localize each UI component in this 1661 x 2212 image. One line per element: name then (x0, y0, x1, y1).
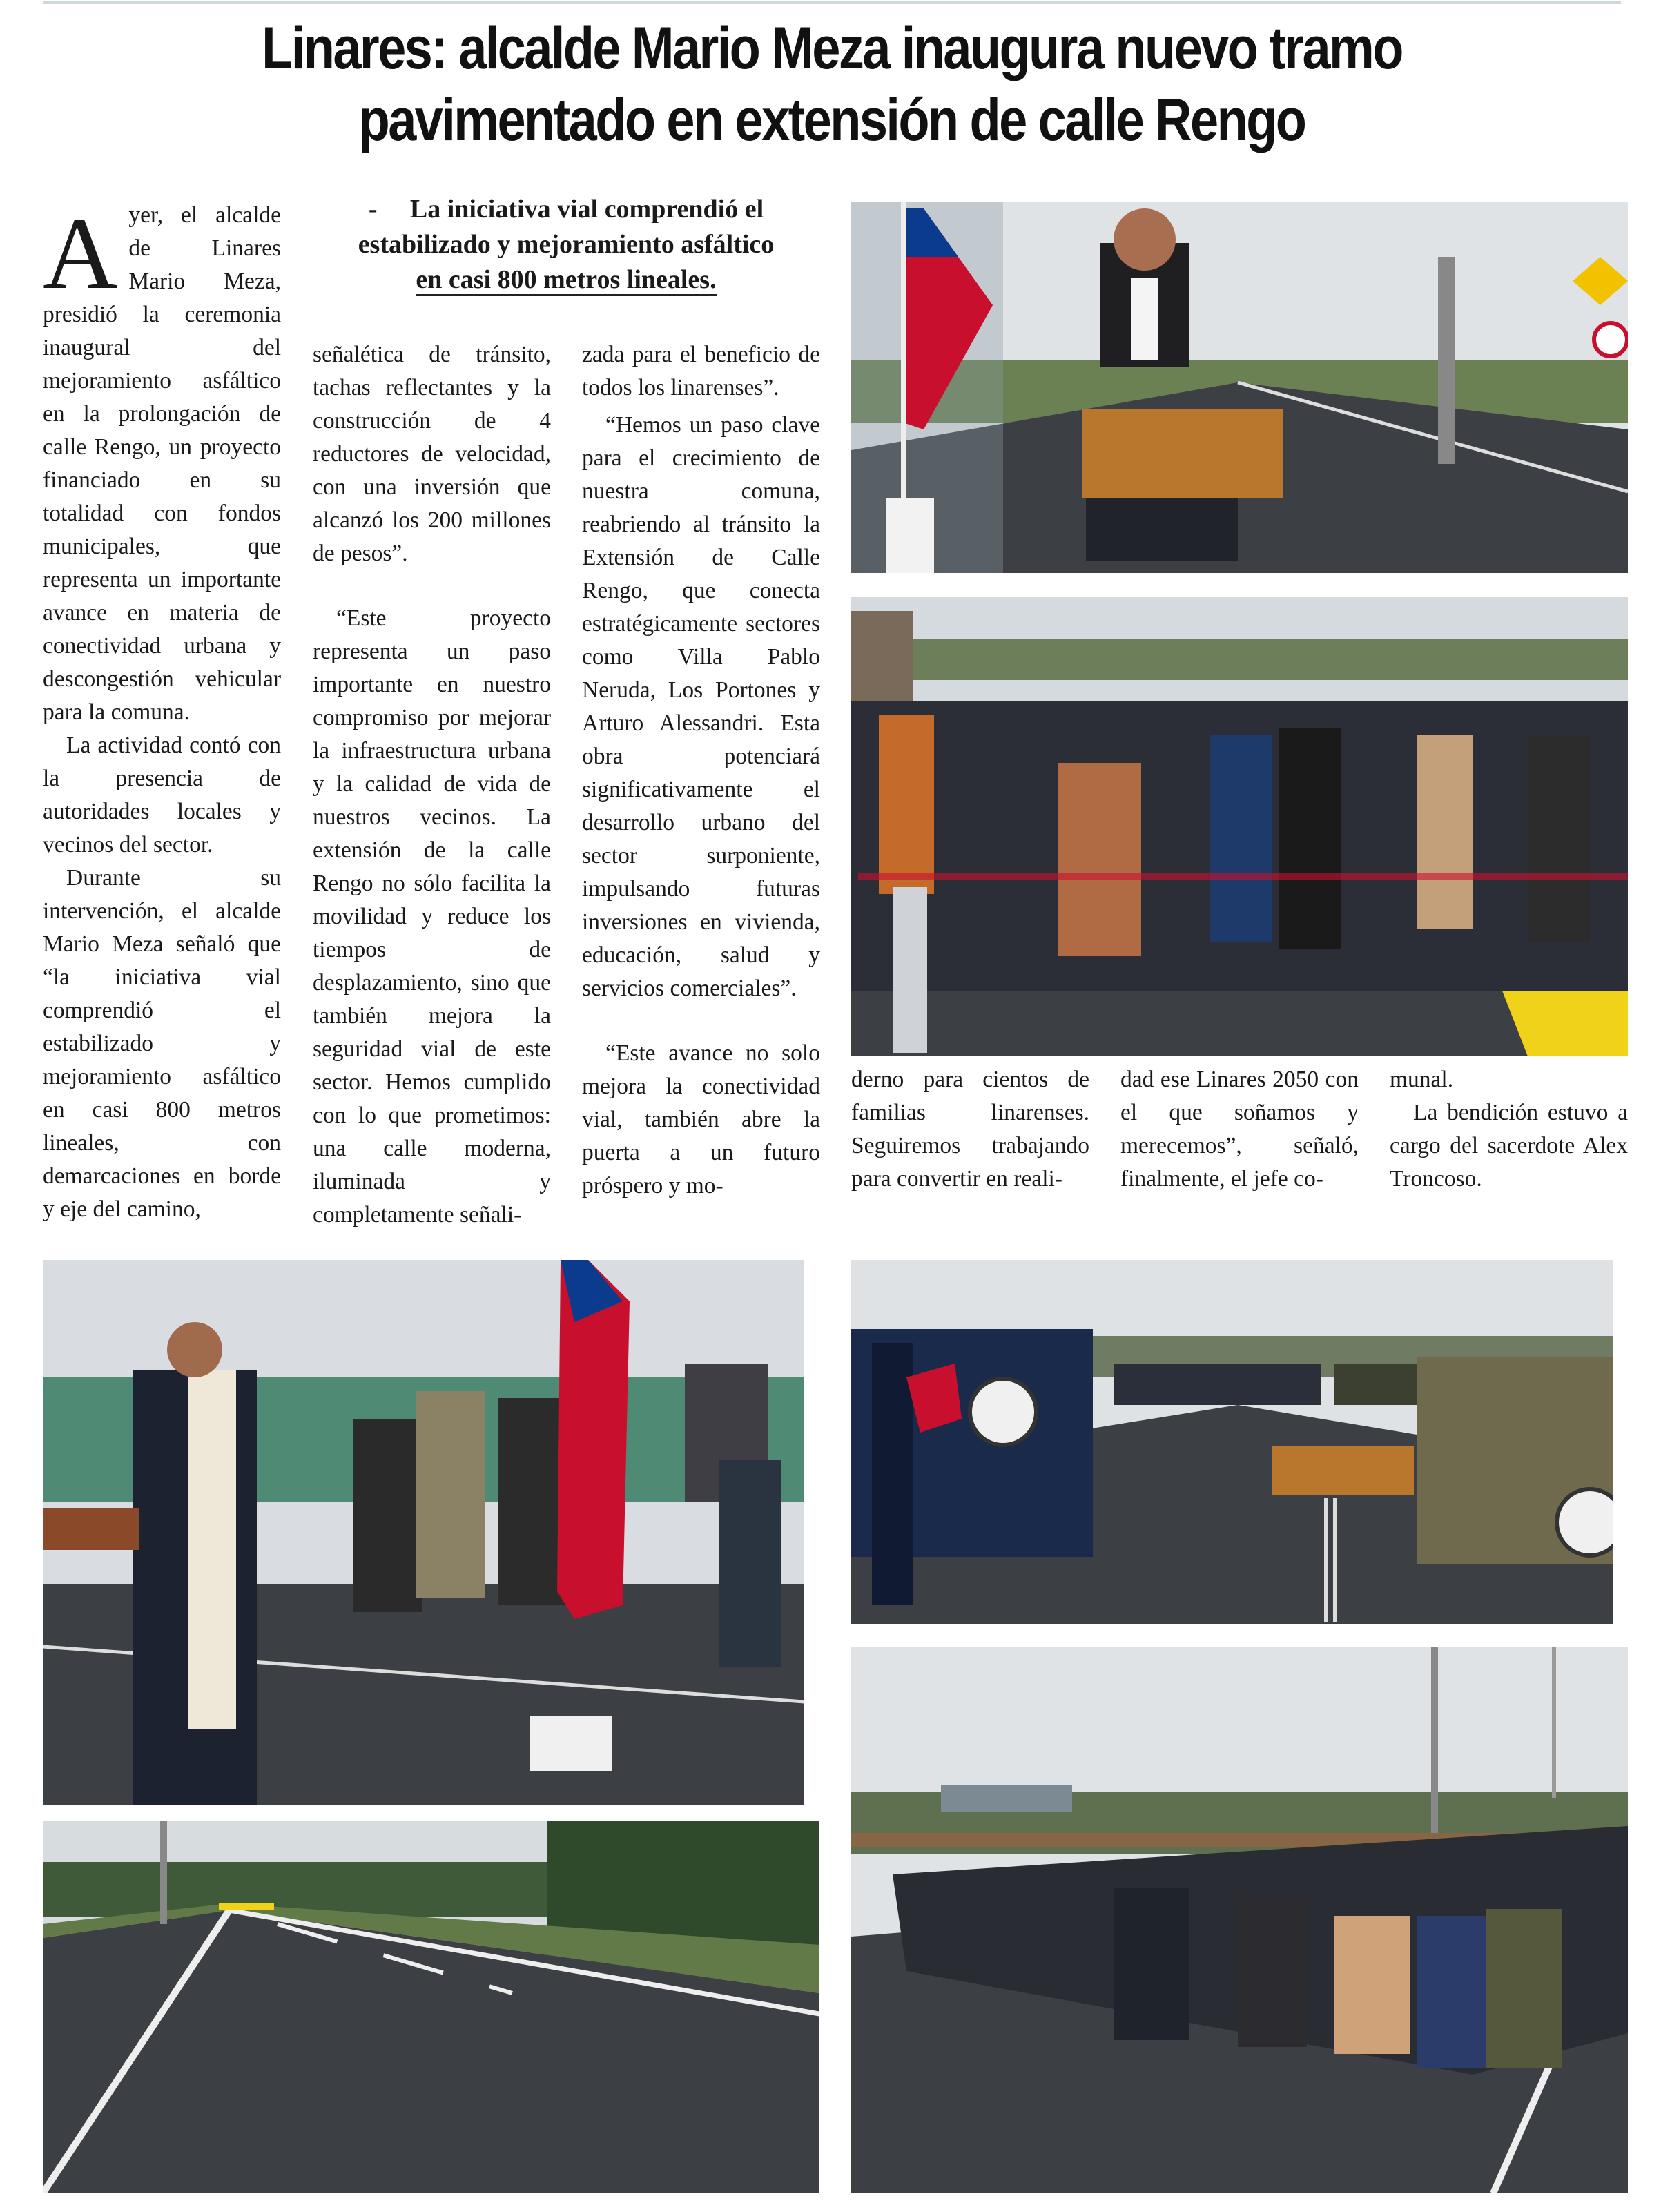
photo-blessing (43, 1260, 804, 1805)
photo-new-road (43, 1821, 819, 2193)
headline-line-2: pavimentado en extensión de calle Rengo (358, 87, 1305, 153)
article-column-1 (43, 196, 281, 1226)
article-column-3 (582, 338, 820, 1203)
subheadline-line-3: en casi 800 metros lineales. (416, 265, 716, 296)
article-column-2 (313, 338, 551, 1232)
photo-ceremony-band (851, 1260, 1613, 1624)
headline-line-1: Linares: alcalde Mario Meza inaugura nuevo tramo (262, 15, 1402, 81)
col5-paragraph-1: dad ese Linares 2050 con el que soñamos y merecemos”, señaló, finalmente, el jefe co- (1120, 1067, 1359, 1192)
subheadline-dash: - (368, 195, 378, 224)
col1-paragraph-3: Durante su intervención, el alcalde Mario Meza señaló que “la iniciativa vial comprendió el estabilizado y mejoramiento asfáltico en casi 800 metros lineales, con demarcaciones en borde y eje del camino, (43, 865, 281, 1222)
article-column-4 (851, 1063, 1089, 1196)
top-rule (43, 1, 1621, 4)
col3-paragraph-1: zada para el beneficio de todos los linarenses”. (582, 342, 820, 400)
col4-paragraph-1: derno para cientos de familias linarenses. Seguiremos trabajando para convertir en reali- (851, 1067, 1089, 1192)
photo-seated-audience (851, 1647, 1628, 2193)
headline (153, 12, 1511, 156)
subheadline-line-2: estabilizado y mejoramiento asfáltico (358, 230, 775, 259)
col3-paragraph-2: “Hemos un paso clave para el crecimiento de nuestra comuna, reabriendo al tránsito la Extensión de Calle Rengo, que conecta estratégicamente sectores como Villa Pablo Neruda, Los Portones y Arturo Alessandri. Esta obra potenciará significativamente el desarrollo urbano del sector surponiente, impulsando futuras inversiones en vivienda, educación, salud y servicios comerciales”. (582, 412, 820, 1001)
col2-paragraph-1: señalética de tránsito, tachas reflectantes y la construcción de 4 reductores de velocidad, con una inversión que alcanzó los 200 millones de pesos”. (313, 342, 551, 566)
article-column-5 (1120, 1063, 1359, 1196)
drop-cap: A (43, 196, 118, 311)
subheadline-line-1: La iniciativa vial comprendió el (409, 195, 764, 224)
article-column-6 (1390, 1063, 1628, 1196)
subheadline (314, 192, 818, 298)
col2-paragraph-2: “Este proyecto representa un paso importante en nuestro compromiso por mejorar la infraestructura urbana y la calidad de vida de nuestros vecinos. La extensión de la calle Rengo no sólo facilita la movilidad y reduce los tiempos de desplazamiento, sino que también mejora la seguridad vial de este sector. Hemos cumplido con lo que prometimos: una calle moderna, iluminada y completamente señali- (313, 605, 551, 1228)
col1-paragraph-2: La actividad contó con la presencia de autoridades locales y vecinos del sector. (43, 733, 281, 857)
col6-paragraph-1: munal. (1390, 1067, 1454, 1092)
col3-paragraph-3: “Este avance no solo mejora la conectividad vial, también abre la puerta a un futuro próspero y mo- (582, 1040, 820, 1199)
photo-authorities-group (851, 597, 1628, 1056)
photo-mayor-speech (851, 202, 1628, 573)
col6-paragraph-2: La bendición estuvo a cargo del sacerdote Alex Troncoso. (1390, 1100, 1628, 1192)
col1-paragraph-1: yer, el alcalde de Linares Mario Meza, presidió la ceremonia inaugural del mejoramiento asfáltico en la prolongación de calle Rengo, un proyecto financiado en su totalidad con fondos municipales, que representa un importante avance en materia de conectividad urbana y descongestión vehicular para la comuna. (43, 202, 281, 725)
